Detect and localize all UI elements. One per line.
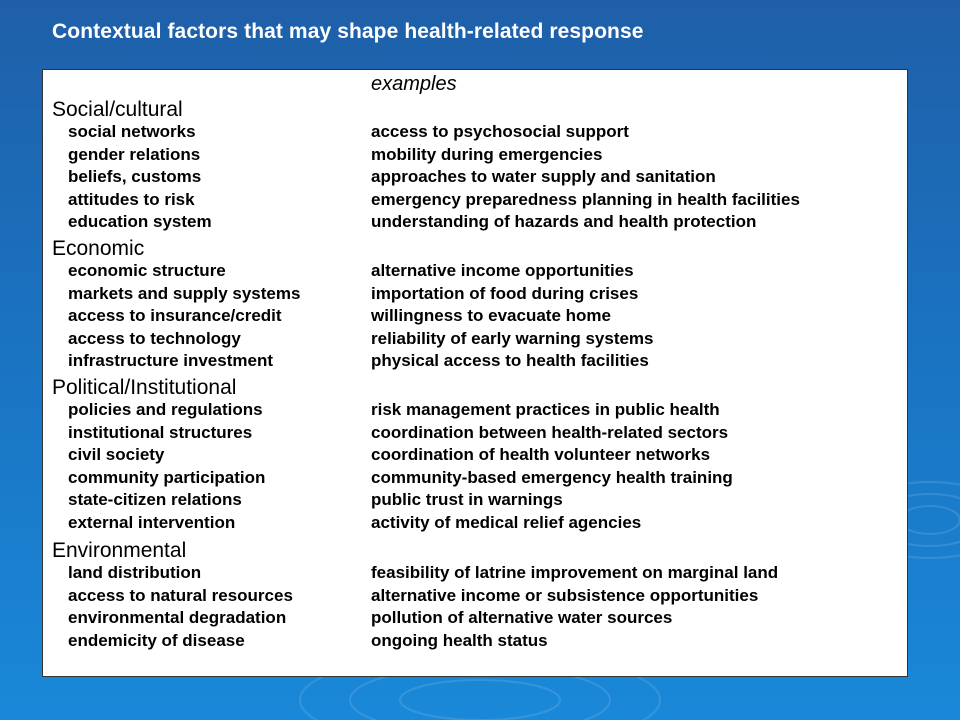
factor-cell: institutional structures xyxy=(68,422,253,442)
factor-cell: external intervention xyxy=(68,512,236,532)
table-row xyxy=(52,467,733,491)
table-row xyxy=(52,608,673,631)
table-row xyxy=(52,400,720,423)
factor-cell: markets and supply systems xyxy=(68,283,301,303)
table-row xyxy=(52,563,779,586)
example-cell: mobility during emergencies xyxy=(371,144,603,164)
examples-column-header: examples xyxy=(371,73,457,95)
section-political-institutional xyxy=(52,376,733,536)
table-row xyxy=(52,490,563,513)
factor-cell: environmental degradation xyxy=(68,608,287,628)
example-cell: coordination between health-related sectors xyxy=(371,422,729,442)
factor-cell: social networks xyxy=(68,122,196,141)
factor-cell: endemicity of disease xyxy=(68,630,245,650)
example-cell: importation of food during crises xyxy=(371,283,639,303)
factor-cell: gender relations xyxy=(68,144,201,164)
example-cell: willingness to evacuate home xyxy=(371,306,611,326)
factor-cell: land distribution xyxy=(68,563,202,582)
example-cell: activity of medical relief agencies xyxy=(371,512,642,532)
table-row xyxy=(52,189,800,213)
example-cell: approaches to water supply and sanitation xyxy=(371,167,716,187)
example-cell: alternative income or subsistence opportunities xyxy=(371,585,759,605)
section-title: Environmental xyxy=(52,539,187,562)
factor-cell: access to technology xyxy=(68,328,241,348)
table-row xyxy=(52,212,757,235)
factor-cell: policies and regulations xyxy=(68,400,263,419)
example-cell: physical access to health facilities xyxy=(371,351,649,371)
example-cell: risk management practices in public health xyxy=(371,400,720,419)
example-cell: alternative income opportunities xyxy=(371,261,634,280)
factor-cell: access to natural resources xyxy=(68,585,293,605)
table-row xyxy=(52,351,649,374)
factor-cell: infrastructure investment xyxy=(68,351,273,371)
factor-cell: state-citizen relations xyxy=(68,490,242,510)
factors-table xyxy=(42,69,908,677)
example-cell: access to psychosocial support xyxy=(371,122,629,141)
table-row xyxy=(52,261,634,284)
example-cell: understanding of hazards and health protection xyxy=(371,212,757,232)
example-cell: community-based emergency health training xyxy=(371,467,733,487)
table-row xyxy=(52,422,729,446)
table-row xyxy=(52,630,548,654)
example-cell: pollution of alternative water sources xyxy=(371,608,673,628)
table-row xyxy=(52,167,716,190)
slide-title: Contextual factors that may shape health-related response xyxy=(52,20,644,43)
factor-cell: education system xyxy=(68,212,212,232)
example-cell: emergency preparedness planning in health facilities xyxy=(371,189,800,209)
factor-cell: access to insurance/credit xyxy=(68,306,282,326)
example-cell: ongoing health status xyxy=(371,630,548,650)
factor-cell: community participation xyxy=(68,467,266,487)
table-row xyxy=(52,512,642,536)
factor-cell: attitudes to risk xyxy=(68,189,195,209)
section-economic xyxy=(52,237,654,374)
table-row xyxy=(52,283,639,307)
table-row xyxy=(52,585,759,609)
example-cell: coordination of health volunteer networks xyxy=(371,445,711,465)
table-row xyxy=(52,445,711,468)
example-cell: feasibility of latrine improvement on marginal land xyxy=(371,563,779,582)
section-title: Economic xyxy=(52,237,145,260)
example-cell: reliability of early warning systems xyxy=(371,328,654,348)
table-row xyxy=(52,328,654,352)
factor-cell: beliefs, customs xyxy=(68,167,202,187)
section-environmental xyxy=(52,539,779,653)
factor-cell: civil society xyxy=(68,445,165,465)
example-cell: public trust in warnings xyxy=(371,490,563,510)
section-title: Political/Institutional xyxy=(52,376,237,399)
section-social-cultural xyxy=(52,98,800,235)
section-title: Social/cultural xyxy=(52,98,183,121)
table-row xyxy=(52,122,629,145)
factor-cell: economic structure xyxy=(68,261,226,280)
table-row xyxy=(52,306,611,329)
table-row xyxy=(52,144,603,168)
